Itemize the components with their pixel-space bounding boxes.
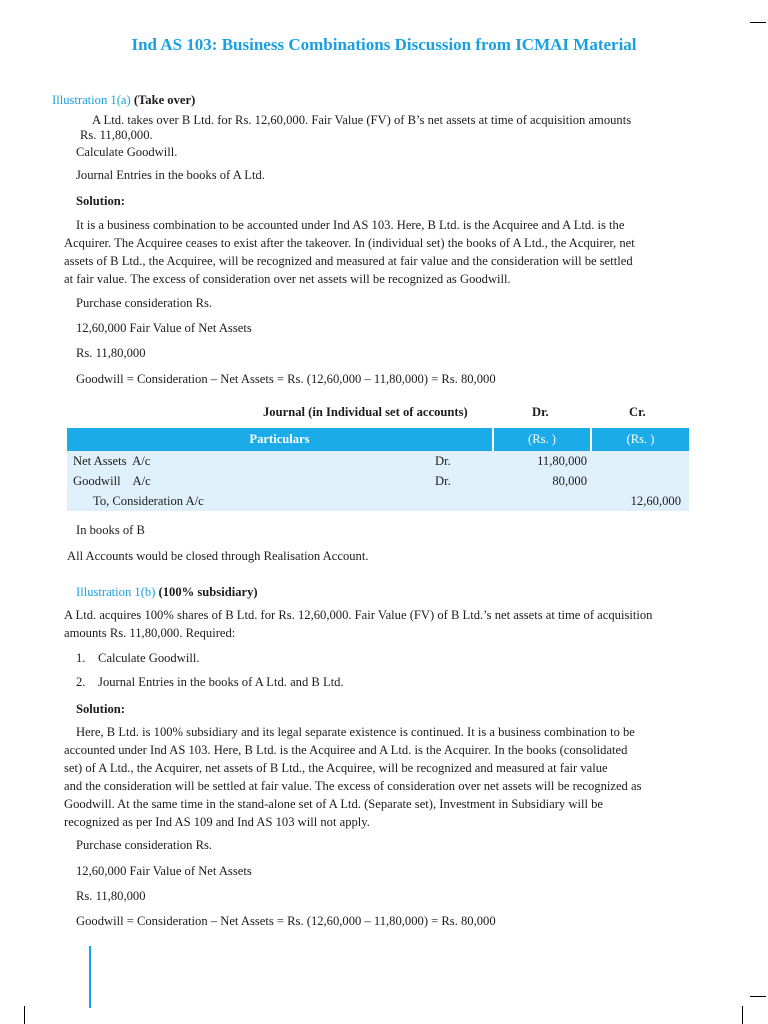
goodwill-line: Goodwill = Consideration – Net Assets = Rs. (12,60,000 – 11,80,000) = Rs. 80,000 [76, 914, 496, 928]
drcr-text: Dr. [435, 473, 451, 488]
table-row [67, 471, 689, 491]
realisation-line: All Accounts would be closed through Realisation Account. [67, 549, 369, 563]
dr-amount: 80,000 [493, 471, 591, 491]
cr-amount [591, 451, 689, 471]
purchase-consideration: Purchase consideration Rs. [76, 838, 213, 852]
fair-value-line: 12,60,000 Fair Value of Net Assets [76, 321, 252, 335]
illustration-label: Illustration 1(b) [76, 585, 156, 599]
illustration-label: Illustration 1(a) [52, 93, 131, 107]
required-item-text: Calculate Goodwill. [98, 651, 200, 665]
particular-text: Goodwill A/c [73, 473, 151, 488]
goodwill-line: Goodwill = Consideration – Net Assets = Rs. (12,60,000 – 11,80,000) = Rs. 80,000 [76, 372, 496, 386]
table-row [67, 451, 689, 471]
solution-line: at fair value. The excess of consideration over net assets will be recognized as Goodwill. [64, 272, 511, 286]
particular-cell [67, 451, 493, 471]
solution-line: assets of B Ltd., the Acquiree, will be recognized and measured at fair value and the consideration will be settled [64, 254, 633, 268]
solution-heading: Solution: [76, 702, 125, 716]
cr-amount: 12,60,000 [591, 491, 689, 511]
solution-line: recognized as per Ind AS 109 and Ind AS 103 will not apply. [64, 815, 370, 829]
solution-heading: Solution: [76, 194, 125, 208]
problem-line: A Ltd. takes over B Ltd. for Rs. 12,60,000. Fair Value (FV) of B’s net assets at time of acquisition amounts [92, 113, 632, 127]
net-assets-line: Rs. 11,80,000 [76, 889, 146, 903]
problem-line: amounts Rs. 11,80,000. Required: [64, 626, 236, 640]
solution-line: Goodwill. At the same time in the stand-alone set of A Ltd. (Separate set), Investment in Subsidiary will be [64, 797, 603, 811]
column-header-dr-unit: (Rs. ) [493, 428, 591, 451]
dr-amount: 11,80,000 [493, 451, 591, 471]
books-of-b-line: In books of B [76, 523, 145, 537]
column-header-cr-unit: (Rs. ) [591, 428, 689, 451]
illustration-1b-heading [76, 585, 258, 600]
page-title: Ind AS 103: Business Combinations Discussion from ICMAI Material [131, 35, 637, 54]
margin-bar [89, 946, 91, 1008]
particular-text: To, Consideration A/c [93, 493, 204, 508]
required-list-item: 1. Calculate Goodwill. [76, 651, 200, 665]
column-header-particulars: Particulars [67, 428, 493, 451]
particular-cell [67, 471, 493, 491]
net-assets-line: Rs. 11,80,000 [76, 346, 146, 360]
crop-mark [750, 22, 766, 23]
crop-mark [24, 1006, 25, 1024]
particular-text: Net Assets A/c [73, 453, 151, 468]
task-line: Calculate Goodwill. [76, 145, 178, 159]
illustration-subtitle: (100% subsidiary) [155, 585, 258, 599]
solution-line: accounted under Ind AS 103. Here, B Ltd. is the Acquiree and A Ltd. is the Acquirer. In the books (consolidated [64, 743, 628, 757]
solution-line: Acquirer. The Acquiree ceases to exist after the takeover. In (individual set) the books of A Ltd., the Acquirer, net [64, 236, 635, 250]
fair-value-line: 12,60,000 Fair Value of Net Assets [76, 864, 252, 878]
crop-mark [742, 1006, 743, 1024]
problem-line: A Ltd. acquires 100% shares of B Ltd. for Rs. 12,60,000. Fair Value (FV) of B Ltd.’s net assets at time of acquisition [64, 608, 653, 622]
solution-line: Here, B Ltd. is 100% subsidiary and its legal separate existence is continued. It is a business combination to be [76, 725, 635, 739]
illustration-subtitle: (Take over) [130, 93, 196, 107]
task-line: Journal Entries in the books of A Ltd. [76, 168, 265, 182]
solution-line: set) of A Ltd., the Acquirer, net assets of B Ltd., the Acquiree, will be recognized and measured at fair value [64, 761, 608, 775]
drcr-text: Dr. [435, 453, 451, 468]
solution-line: and the consideration will be settled at fair value. The excess of consideration over net assets will be recognized as [64, 779, 642, 793]
purchase-consideration: Purchase consideration Rs. [76, 296, 213, 310]
particular-cell [67, 491, 493, 511]
required-item-text: Journal Entries in the books of A Ltd. and B Ltd. [98, 675, 344, 689]
solution-line: It is a business combination to be accounted under Ind AS 103. Here, B Ltd. is the Acquiree and A Ltd. is the [76, 218, 625, 232]
required-list-item: 2. Journal Entries in the books of A Ltd. and B Ltd. [76, 675, 344, 689]
dr-amount [493, 491, 591, 511]
journal-dr-heading: Dr. [532, 405, 549, 419]
table-header-row [67, 428, 689, 451]
table-row [67, 491, 689, 511]
journal-table [67, 428, 689, 511]
cr-amount [591, 471, 689, 491]
journal-heading: Journal (in Individual set of accounts) [263, 405, 468, 419]
crop-mark [750, 996, 766, 997]
problem-line: Rs. 11,80,000. [80, 128, 153, 142]
illustration-1a-heading [52, 93, 195, 108]
solution-paragraph [64, 723, 692, 831]
solution-paragraph [64, 216, 716, 288]
journal-cr-heading: Cr. [629, 405, 646, 419]
